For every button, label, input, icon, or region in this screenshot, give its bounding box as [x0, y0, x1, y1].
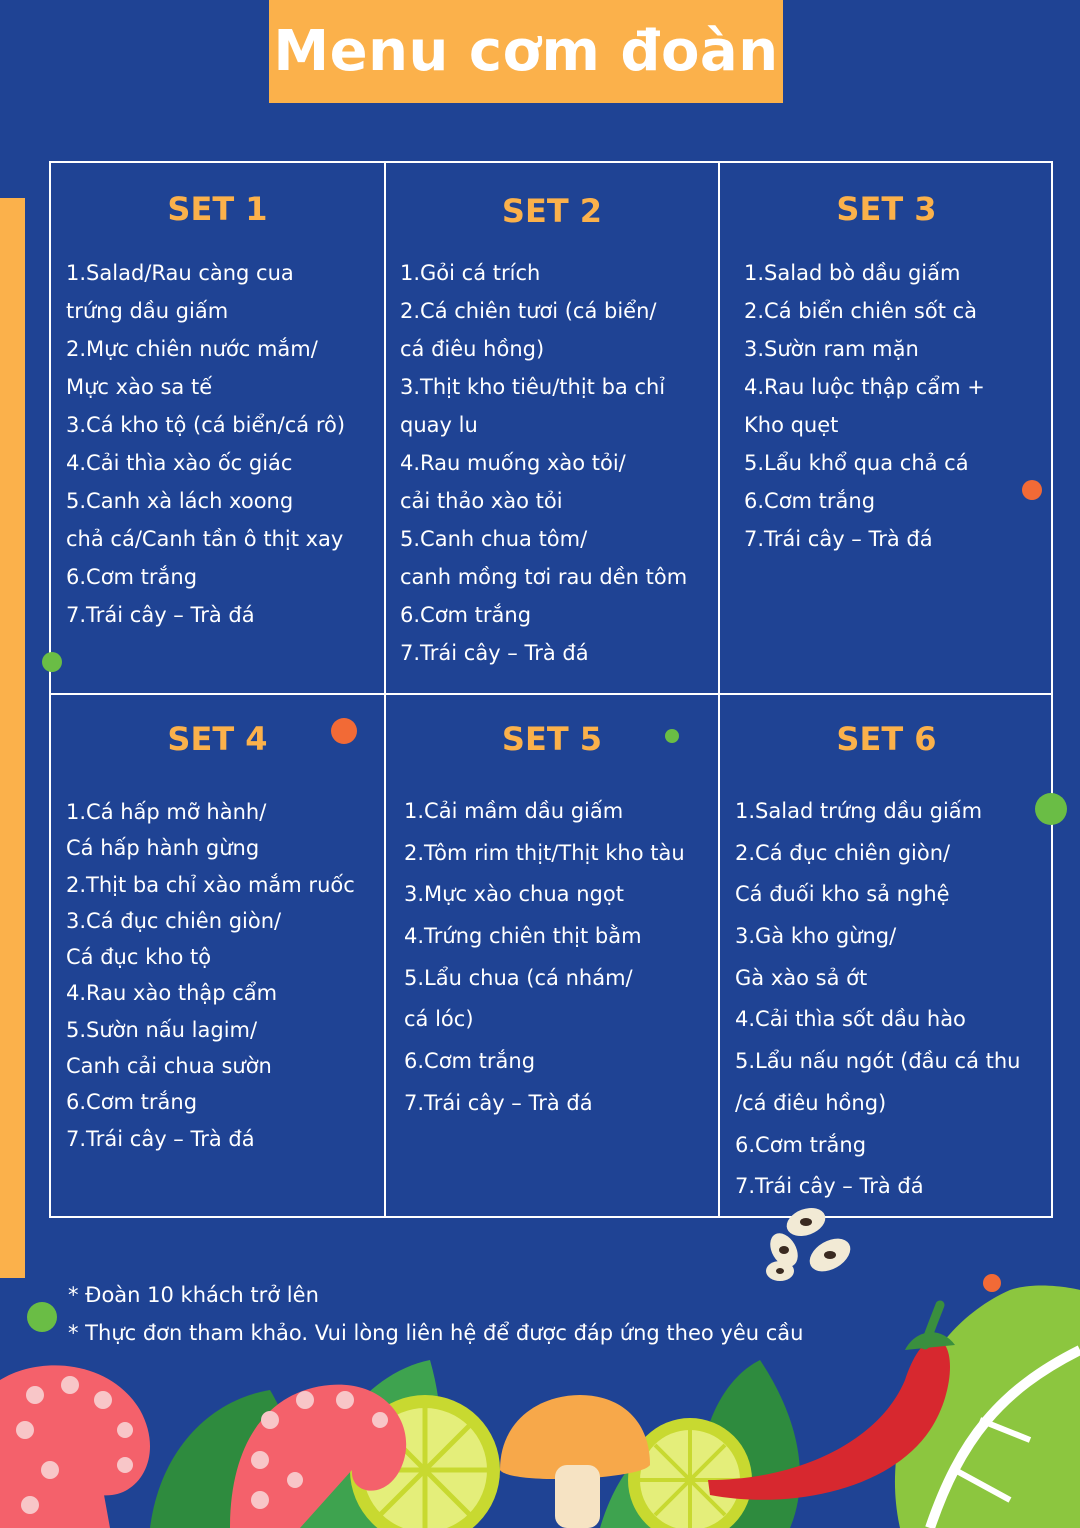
menu-line: chả cá/Canh tần ô thịt xay — [66, 527, 344, 551]
menu-line: Mực xào sa tế — [66, 375, 213, 399]
menu-line: 6.Cơm trắng — [744, 489, 876, 513]
page-title: Menu cơm đoàn — [273, 19, 779, 84]
set-title: SET 5 — [501, 720, 603, 758]
menu-line: Kho quẹt — [744, 413, 839, 437]
menu-line: Cá đục kho tộ — [66, 945, 212, 970]
set-title: SET 6 — [836, 720, 937, 758]
menu-line: 6.Cơm trắng — [66, 565, 198, 589]
menu-line: 4.Cải thìa sốt dầu hào — [735, 1007, 966, 1032]
menu-line: 3.Gà kho gừng/ — [735, 924, 897, 949]
menu-line: Gà xào sả ớt — [735, 965, 868, 990]
beans-icon — [765, 1203, 856, 1281]
menu-line: 5.Canh chua tôm/ — [400, 527, 588, 551]
menu-line: canh mồng tơi rau dền tôm — [400, 565, 688, 589]
menu-line: 7.Trái cây – Trà đá — [400, 641, 589, 665]
set-title: SET 2 — [501, 192, 603, 230]
menu-line: 1.Cá hấp mỡ hành/ — [66, 800, 267, 824]
menu-line: Cá hấp hành gừng — [66, 836, 260, 861]
menu-line: cải thảo xào tỏi — [400, 489, 563, 513]
menu-line: 3.Cá đục chiên giòn/ — [66, 908, 282, 933]
set-title: SET 1 — [167, 190, 268, 228]
menu-line: cá điêu hồng) — [400, 337, 545, 361]
menu-line: 2.Cá đục chiên giòn/ — [735, 840, 951, 865]
footnote-group-size: * Đoàn 10 khách trở lên — [68, 1283, 319, 1307]
footnote-contact: * Thực đơn tham khảo. Vui lòng liên hệ để được đáp ứng theo yêu cầu — [68, 1321, 804, 1345]
menu-line: /cá điêu hồng) — [735, 1090, 887, 1115]
menu-line: 7.Trái cây – Trà đá — [66, 1126, 255, 1151]
menu-line: 4.Cải thìa xào ốc giác — [66, 451, 293, 475]
menu-line: 1.Salad trứng dầu giấm — [735, 799, 983, 823]
menu-line: 2.Cá chiên tươi (cá biển/ — [400, 299, 657, 323]
menu-line: 4.Rau muống xào tỏi/ — [400, 451, 626, 475]
menu-line: trứng dầu giấm — [66, 299, 229, 323]
menu-line: 2.Cá biển chiên sốt cà — [744, 299, 978, 323]
menu-line: 2.Thịt ba chỉ xào mắm ruốc — [66, 872, 355, 897]
menu-line: 4.Rau xào thập cẩm — [66, 981, 278, 1006]
menu-line: 5.Lẩu nấu ngót (đầu cá thu — [735, 1049, 1021, 1074]
menu-line: 6.Cơm trắng — [404, 1049, 536, 1074]
menu-line: 3.Cá kho tộ (cá biển/cá rô) — [66, 413, 346, 437]
menu-line: Cá đuối kho sả nghệ — [735, 882, 950, 907]
menu-line: 2.Mực chiên nước mắm/ — [66, 337, 318, 361]
menu-line: 3.Mực xào chua ngọt — [404, 882, 624, 907]
menu-line: 7.Trái cây – Trà đá — [735, 1174, 924, 1199]
menu-line: 6.Cơm trắng — [66, 1090, 198, 1115]
menu-line: 1.Gỏi cá trích — [400, 261, 541, 285]
menu-line: 1.Cải mầm dầu giấm — [404, 799, 624, 823]
menu-line: cá lóc) — [404, 1007, 474, 1032]
menu-line: 1.Salad/Rau càng cua — [66, 261, 294, 285]
menu-line: Canh cải chua sườn — [66, 1054, 272, 1079]
menu-line: 6.Cơm trắng — [735, 1132, 867, 1157]
menu-line: 5.Canh xà lách xoong — [66, 489, 294, 513]
menu-line: quay lu — [400, 413, 478, 437]
menu-line: 3.Sườn ram mặn — [744, 337, 919, 361]
menu-line: 1.Salad bò dầu giấm — [744, 261, 961, 285]
set-title: SET 4 — [167, 720, 268, 758]
menu-line: 5.Lẩu khổ qua chả cá — [744, 451, 969, 475]
menu-line: 7.Trái cây – Trà đá — [744, 527, 933, 551]
menu-line: 5.Lẩu chua (cá nhám/ — [404, 965, 633, 990]
menu-line: 4.Trứng chiên thịt bằm — [404, 924, 642, 949]
menu-line: 5.Sườn nấu lagim/ — [66, 1017, 258, 1042]
menu-line: 7.Trái cây – Trà đá — [66, 603, 255, 627]
menu-line: 3.Thịt kho tiêu/thịt ba chỉ — [400, 375, 666, 399]
menu-line: 4.Rau luộc thập cẩm + — [744, 375, 985, 399]
menu-line: 7.Trái cây – Trà đá — [404, 1090, 593, 1115]
menu-line: 2.Tôm rim thịt/Thịt kho tàu — [404, 840, 685, 865]
set-title: SET 3 — [836, 190, 937, 228]
menu-line: 6.Cơm trắng — [400, 603, 532, 627]
